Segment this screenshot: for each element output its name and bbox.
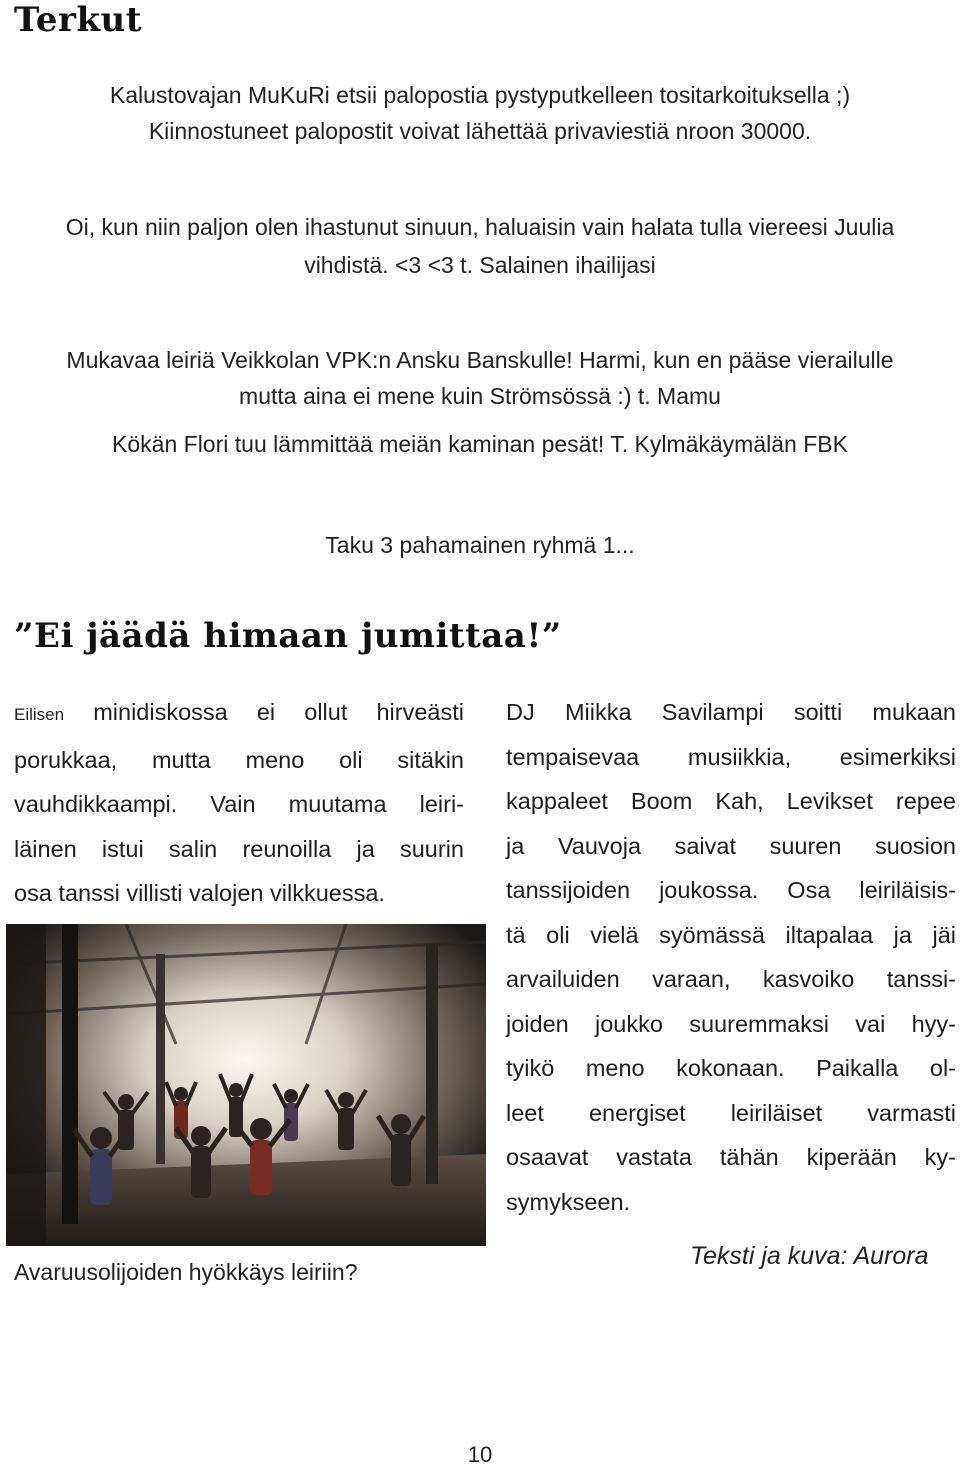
photo-caption: Avaruusolijoiden hyökkäys leiriin?	[14, 1259, 358, 1285]
article-line: tempaisevaa musiikkia, esimerkiksi	[506, 743, 956, 770]
article-line: osaavat vastata tähän kiperään ky-	[506, 1144, 956, 1170]
article-line: leet energiset leiriläiset varmasti	[506, 1099, 956, 1126]
greeting-line: Oi, kun niin paljon olen ihastunut sinuun, haluaisin vain halata tulla viereesi Juulia	[65, 214, 895, 240]
dance-hall-photo	[6, 924, 486, 1246]
article-line: läinen istui salin reunoilla ja suurin	[14, 835, 464, 862]
page-number: 10	[467, 1442, 493, 1467]
greeting-line: Mukavaa leiriä Veikkolan VPK:n Ansku Banskulle! Harmi, kun en pääse vierailulle	[66, 347, 894, 373]
greeting-mukuri	[0, 77, 960, 149]
photo-pillar	[426, 944, 438, 1184]
greeting-taku	[0, 527, 960, 563]
article-line: vauhdikkaampi. Vain muutama leiri-	[14, 791, 464, 817]
photo-dark-corner	[6, 924, 46, 1246]
article-left-column	[14, 690, 464, 916]
greeting-juulia	[0, 208, 960, 284]
article-right-column	[506, 690, 956, 1224]
article-line: tä oli vielä syömässä iltapalaa ja jäi	[506, 921, 956, 948]
article-first-word: Eilisen	[14, 705, 65, 724]
article-line: ja Vauvoja saivat suuren suosion	[506, 832, 956, 859]
article-first-line-rest: minidiskossa ei ollut hirveästi	[64, 699, 464, 725]
article-line: osa tanssi villisti valojen vilkkuessa.	[14, 880, 385, 906]
article-credit: Teksti ja kuva: Aurora	[690, 1242, 929, 1270]
photo-pillar	[62, 924, 78, 1224]
article-line: porukkaa, mutta meno oli sitäkin	[14, 746, 464, 773]
article-line: arvailuiden varaan, kasvoiko tanssi-	[506, 966, 956, 992]
greeting-line: Kalustovajan MuKuRi etsii palopostia pystyputkelleen tositarkoituksella ;)	[109, 82, 851, 108]
article-line: symykseen.	[506, 1188, 631, 1215]
article-line: tanssijoiden joukossa. Osa leiriläisis-	[506, 877, 956, 903]
greeting-line: Kiinnostuneet palopostit voivat lähettää privaviestiä nroon 30000.	[148, 118, 812, 144]
article-line: tyikö meno kokonaan. Paikalla ol-	[506, 1055, 956, 1081]
article-line: DJ Miikka Savilampi soitti mukaan	[506, 699, 956, 725]
greeting-line: mutta aina ei mene kuin Strömsössä :) t. Mamu	[239, 383, 721, 409]
section-title-terkut: Terkut	[14, 0, 142, 40]
greeting-line: Taku 3 pahamainen ryhmä 1...	[325, 532, 635, 558]
greeting-line: vihdistä. <3 <3 t. Salainen ihailijasi	[304, 252, 656, 278]
greeting-flori	[0, 426, 960, 462]
article-line: joiden joukko suuremmaksi vai hyy-	[506, 1010, 956, 1037]
greeting-line: Kökän Flori tuu lämmittää meiän kaminan pesät! T. Kylmäkäymälän FBK	[112, 431, 848, 457]
article-line	[14, 690, 464, 738]
article-line: kappaleet Boom Kah, Levikset repee	[506, 788, 956, 814]
greeting-ansku	[0, 342, 960, 414]
article-title: ”Ei jäädä himaan jumittaa!”	[14, 616, 562, 656]
photo-pillar	[156, 954, 165, 1164]
